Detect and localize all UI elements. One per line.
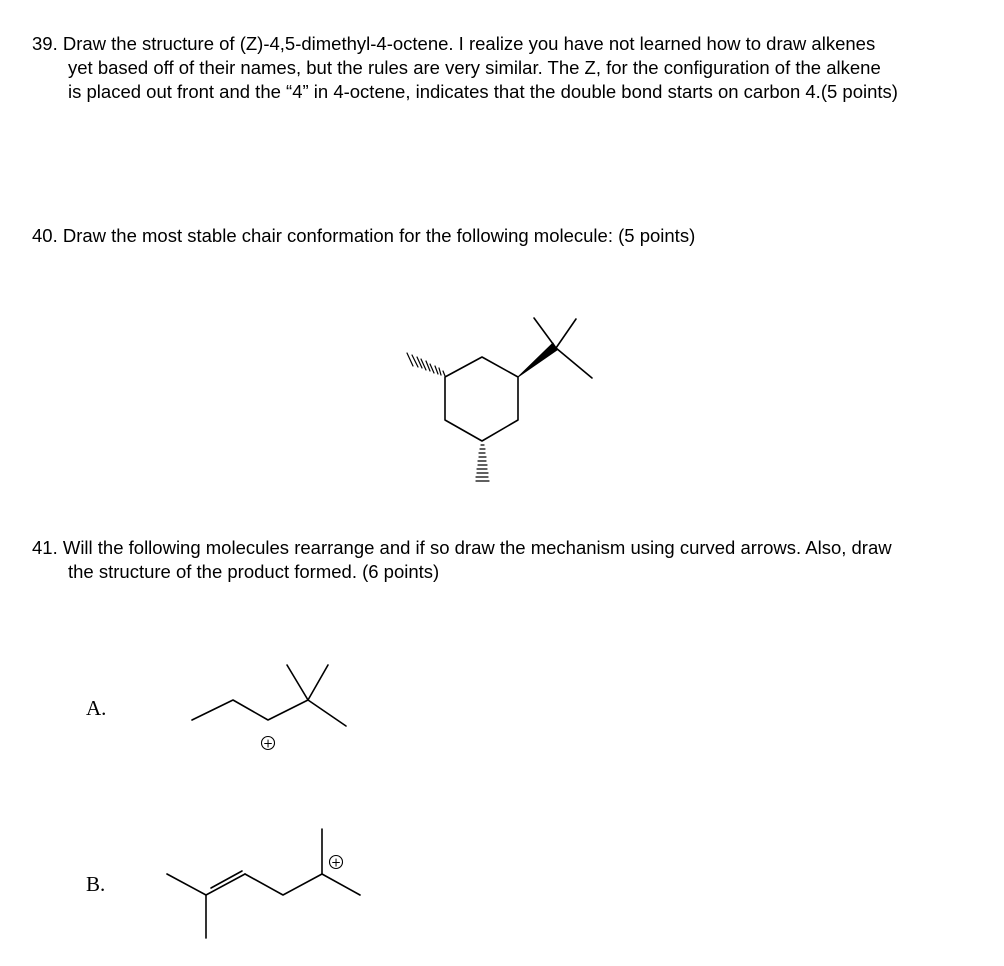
tert-butyl-methyl-bond bbox=[534, 318, 556, 348]
positive-charge-icon bbox=[330, 856, 343, 870]
part-a-label: A. bbox=[86, 696, 107, 720]
question-39-number: 39. bbox=[32, 33, 58, 54]
carbon-chain bbox=[245, 874, 322, 895]
hashed-bond-lower bbox=[476, 445, 489, 481]
methyl-bond bbox=[308, 665, 328, 700]
question-40 bbox=[32, 224, 982, 248]
question-41-number: 41. bbox=[32, 537, 58, 558]
carbon-chain bbox=[192, 700, 308, 720]
question-41-line-1 bbox=[32, 536, 982, 560]
wedge-bond bbox=[518, 343, 557, 377]
part-b-label: B. bbox=[86, 872, 106, 896]
carbocation-a-structure bbox=[180, 650, 370, 760]
positive-charge-icon bbox=[262, 737, 275, 751]
question-41-text-1: Will the following molecules rearrange and if so draw the mechanism using curved arrows. Also, draw bbox=[62, 537, 892, 558]
question-40-text-1: Draw the most stable chair conformation for the following molecule: (5 points) bbox=[62, 225, 696, 246]
question-39 bbox=[32, 32, 982, 104]
carbocation-b-structure bbox=[160, 815, 370, 945]
tert-butyl-methyl-bond bbox=[556, 348, 592, 378]
methyl-bond bbox=[287, 665, 308, 700]
double-bond bbox=[206, 874, 245, 895]
question-40-number: 40. bbox=[32, 225, 58, 246]
hashed-bond-upper bbox=[407, 353, 445, 376]
cyclohexane-ring bbox=[445, 357, 518, 441]
positive-charge-symbol: + bbox=[262, 736, 274, 751]
methyl-bond bbox=[308, 700, 346, 726]
question-41 bbox=[32, 536, 982, 584]
question-41-text-2: the structure of the product formed. (6 points) bbox=[68, 561, 440, 582]
positive-charge-symbol: + bbox=[330, 855, 342, 870]
question-39-line-1 bbox=[32, 32, 982, 56]
methyl-bond bbox=[322, 874, 360, 895]
question-39-text-3: is placed out front and the “4” in 4-octene, indicates that the double bond starts on carbon 4.(5 points) bbox=[68, 81, 898, 102]
double-bond bbox=[211, 871, 242, 888]
cyclohexane-structure bbox=[380, 300, 620, 500]
question-39-text-2: yet based off of their names, but the rules are very similar. The Z, for the configuration of the alkene bbox=[68, 57, 881, 78]
tert-butyl-methyl-bond bbox=[556, 319, 576, 348]
question-40-line-1 bbox=[32, 224, 982, 248]
question-39-text-1: Draw the structure of (Z)-4,5-dimethyl-4-octene. I realize you have not learned how to draw alkenes bbox=[62, 33, 876, 54]
methyl-bond bbox=[167, 874, 206, 895]
